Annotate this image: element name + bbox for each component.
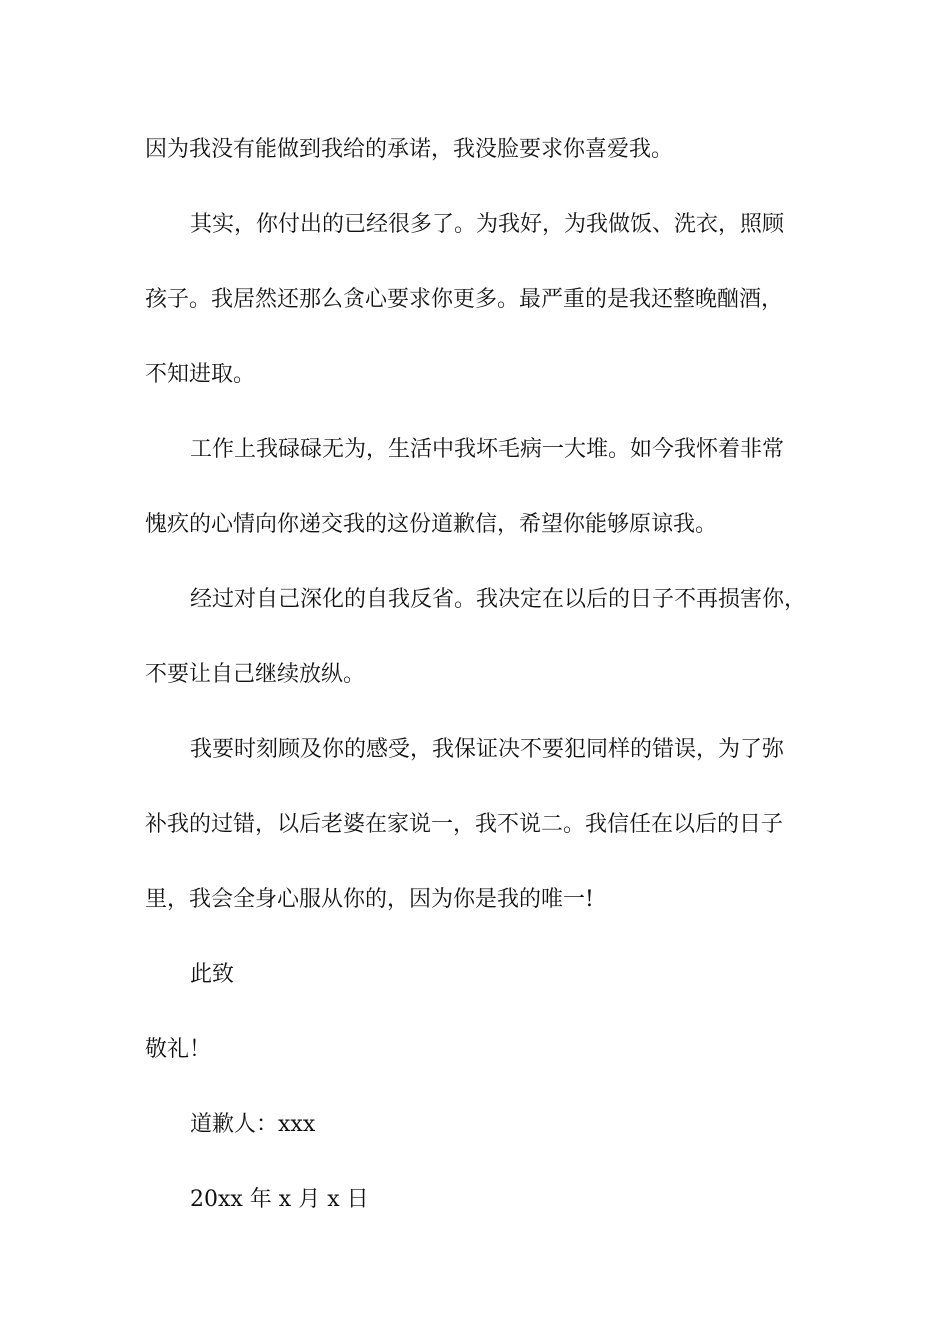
closing-salutation: 此致 xyxy=(190,962,235,987)
date-line: 20xx 年 x 月 x 日 xyxy=(190,1187,369,1212)
paragraph-line: 孩子。我居然还那么贪心要求你更多。最严重的是我还整晚酗酒， xyxy=(145,287,784,312)
paragraph-line: 我要时刻顾及你的感受，我保证决不要犯同样的错误，为了弥 xyxy=(190,737,785,762)
paragraph-line: 不知进取。 xyxy=(145,362,256,387)
paragraph-line: 不要让自己继续放纵。 xyxy=(145,662,366,687)
paragraph-line: 工作上我碌碌无为，生活中我坏毛病一大堆。如今我怀着非常 xyxy=(190,437,785,462)
paragraph-line: 因为我没有能做到我给的承诺，我没脸要求你喜爱我。 xyxy=(145,137,674,162)
paragraph-line: 愧疚的心情向你递交我的这份道歉信，希望你能够原谅我。 xyxy=(145,512,718,537)
paragraph-line: 里，我会全身心服从你的，因为你是我的唯一! xyxy=(145,887,594,912)
signature-line: 道歉人：xxx xyxy=(190,1112,316,1137)
paragraph-line: 其实，你付出的已经很多了。为我好，为我做饭、洗衣，照顾 xyxy=(190,212,785,237)
paragraph-line: 经过对自己深化的自我反省。我决定在以后的日子不再损害你， xyxy=(190,587,807,612)
paragraph-line: 补我的过错，以后老婆在家说一，我不说二。我信任在以后的日子 xyxy=(145,812,784,837)
closing-regards: 敬礼！ xyxy=(145,1037,212,1062)
